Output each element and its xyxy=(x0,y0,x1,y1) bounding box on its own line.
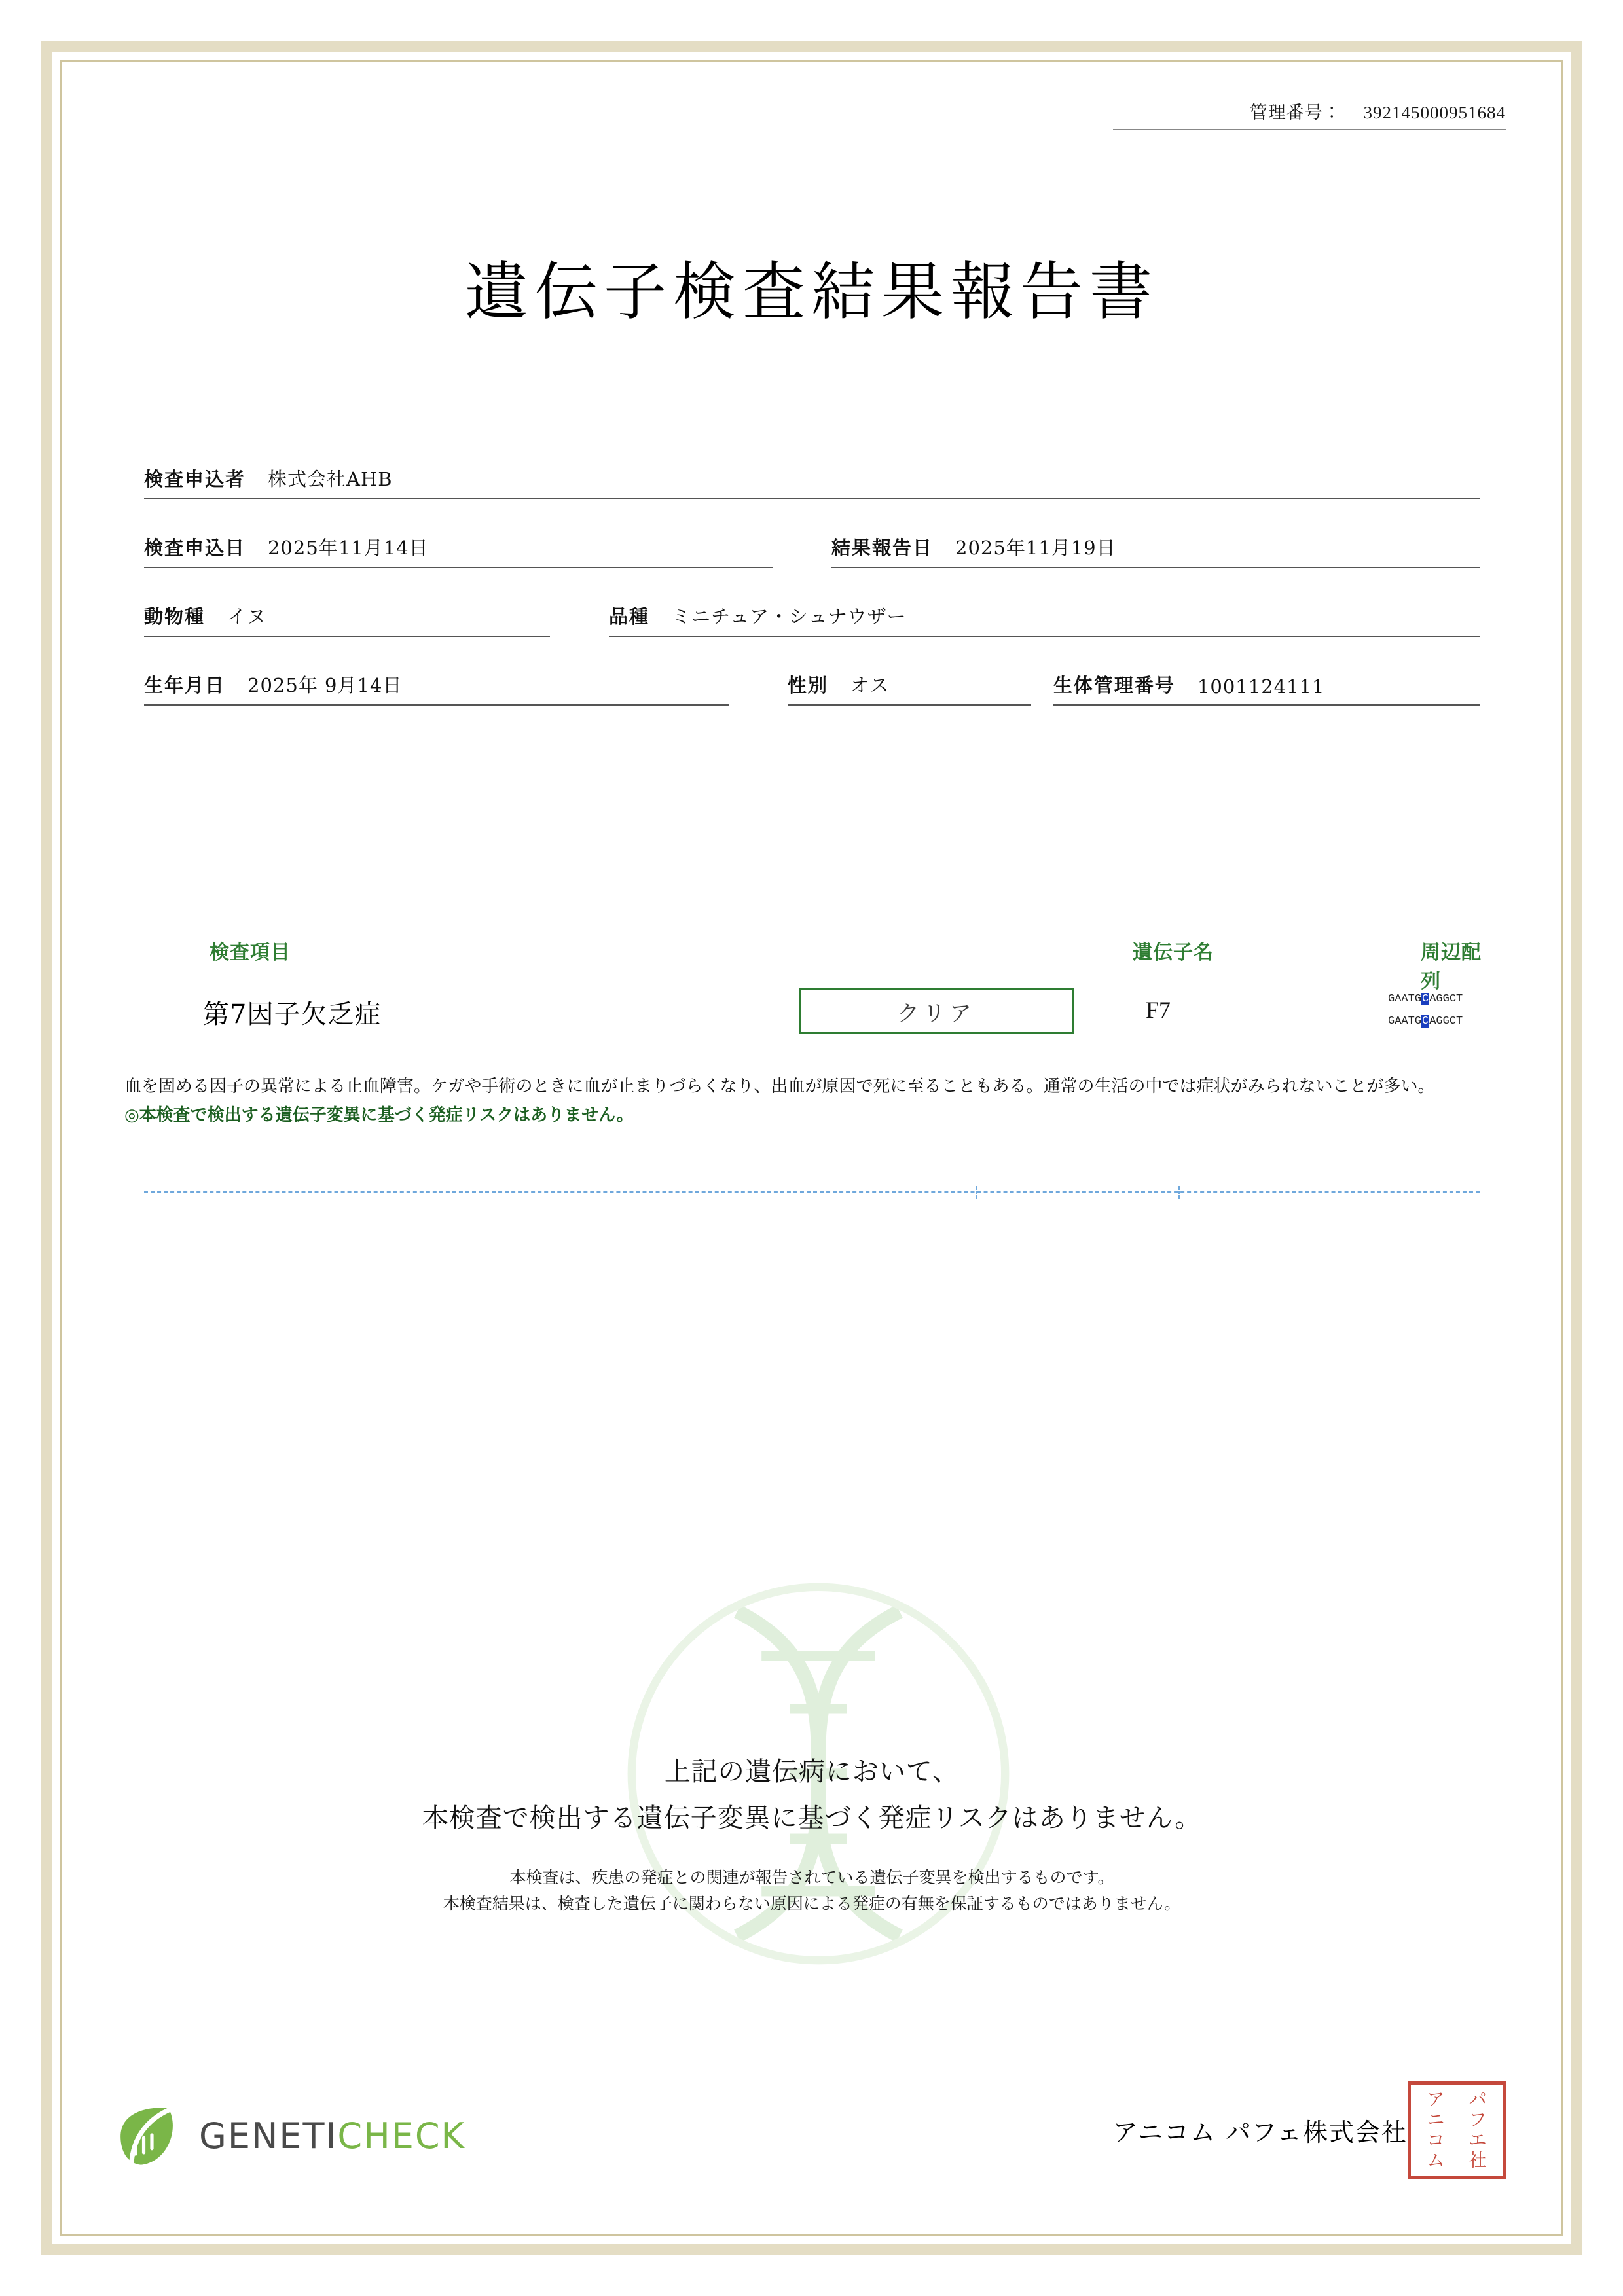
sequence-prefix-2: GAATG xyxy=(1388,1015,1422,1028)
sequence-suffix-1: AGGCT xyxy=(1429,993,1463,1005)
sequence-prefix-1: GAATG xyxy=(1388,993,1422,1005)
column-header-gene: 遺伝子名 xyxy=(1133,941,1214,964)
seal-char-4: コ xyxy=(1427,2130,1445,2151)
field-birthdate-label: 生年月日 xyxy=(144,674,226,696)
seal-char-3: フ xyxy=(1468,2109,1487,2130)
control-number-value: 392145000951684 xyxy=(1363,103,1506,122)
control-number-label: 管理番号： xyxy=(1249,103,1341,122)
field-management-number xyxy=(1053,671,1480,706)
summary-note-line-2: 本検査結果は、検査した遺伝子に関わらない原因による発症の有無を保証するものではありません。 xyxy=(443,1894,1181,1913)
meta-row-species xyxy=(144,602,1480,637)
disease-name: 第7因子欠乏症 xyxy=(203,999,382,1030)
metadata-block xyxy=(144,465,1480,740)
flanking-sequence xyxy=(1388,988,1558,1033)
leaf-icon xyxy=(118,2105,186,2168)
column-header-sequence: 周辺配列 xyxy=(1421,941,1482,993)
field-applicant-value: 株式会社AHB xyxy=(268,468,393,490)
field-apply-date-value: 2025年11月14日 xyxy=(268,537,429,559)
field-species xyxy=(144,602,550,637)
field-breed-value: ミニチュア・シュナウザー xyxy=(672,605,907,628)
field-breed xyxy=(609,602,1480,637)
summary-note-line-1: 本検査は、疾患の発症との関連が報告されている遺伝子変異を検出するものです。 xyxy=(509,1868,1114,1887)
sequence-line-1 xyxy=(1388,988,1558,1011)
field-sex xyxy=(788,671,1031,706)
company-seal xyxy=(1408,2081,1506,2179)
sequence-suffix-2: AGGCT xyxy=(1429,1015,1463,1028)
result-table-header xyxy=(124,936,1493,993)
seal-char-1: パ xyxy=(1468,2089,1487,2110)
meta-row-birth xyxy=(144,671,1480,706)
field-report-date-label: 結果報告日 xyxy=(831,537,934,559)
field-apply-date xyxy=(144,533,773,568)
meta-row-dates xyxy=(144,533,1480,568)
field-applicant-label: 検査申込者 xyxy=(144,468,246,490)
field-birthdate xyxy=(144,671,729,706)
field-management-number-value: 1001124111 xyxy=(1197,675,1325,698)
meta-row-applicant xyxy=(144,465,1480,499)
summary-line-1: 上記の遺伝病において、 xyxy=(664,1757,960,1787)
seal-char-2: ニ xyxy=(1427,2109,1445,2130)
control-number xyxy=(1113,98,1506,130)
page-title: 遺伝子検査結果報告書 xyxy=(465,255,1159,329)
sequence-highlight-1: C xyxy=(1422,993,1429,1005)
geneticheck-logo xyxy=(118,2101,615,2173)
disease-description: 血を固める因子の異常による止血障害。ケガや手術のときに血が止まりづらくなり、出血が原因で死に至ることもある。通常の生活の中では症状がみられないことが多い。 xyxy=(124,1077,1435,1096)
summary-block xyxy=(105,1751,1519,1917)
column-header-item: 検査項目 xyxy=(210,941,291,964)
seal-char-6: ム xyxy=(1427,2150,1445,2171)
field-breed-label: 品種 xyxy=(609,605,650,628)
summary-note xyxy=(105,1865,1519,1917)
table-row xyxy=(124,988,1493,1060)
seal-char-5: エ xyxy=(1468,2130,1487,2151)
gene-name: F7 xyxy=(1146,997,1171,1023)
status-badge: クリア xyxy=(799,988,1074,1034)
logo-text-geneti: GENETI xyxy=(199,2115,338,2157)
field-management-number-label: 生体管理番号 xyxy=(1053,674,1175,696)
field-report-date-value: 2025年11月19日 xyxy=(955,537,1116,559)
disease-risk-note: ◎本検査で検出する遺伝子変異に基づく発症リスクはありません。 xyxy=(124,1105,634,1126)
field-sex-label: 性別 xyxy=(787,674,828,696)
logo-text-check: CHECK xyxy=(337,2115,465,2157)
field-apply-date-label: 検査申込日 xyxy=(144,537,246,559)
field-birthdate-value: 2025年 9月14日 xyxy=(247,674,403,696)
summary-line-2: 本検査で検出する遺伝子変異に基づく発症リスクはありません。 xyxy=(422,1803,1202,1833)
disease-description-block xyxy=(124,1073,1493,1129)
seal-char-7: 社 xyxy=(1468,2150,1487,2171)
field-report-date xyxy=(831,533,1480,568)
sequence-line-2 xyxy=(1388,1011,1558,1033)
document-content xyxy=(105,79,1519,2219)
section-divider xyxy=(144,1191,1480,1193)
seal-char-0: ア xyxy=(1427,2089,1445,2110)
sequence-highlight-2: C xyxy=(1422,1015,1429,1028)
field-species-label: 動物種 xyxy=(144,605,206,628)
field-species-value: イヌ xyxy=(227,605,267,628)
field-sex-value: オス xyxy=(850,674,890,696)
logo-wordmark xyxy=(199,2115,465,2157)
field-applicant xyxy=(144,465,1480,499)
company-name: アニコム パフェ株式会社 xyxy=(1112,2118,1408,2147)
